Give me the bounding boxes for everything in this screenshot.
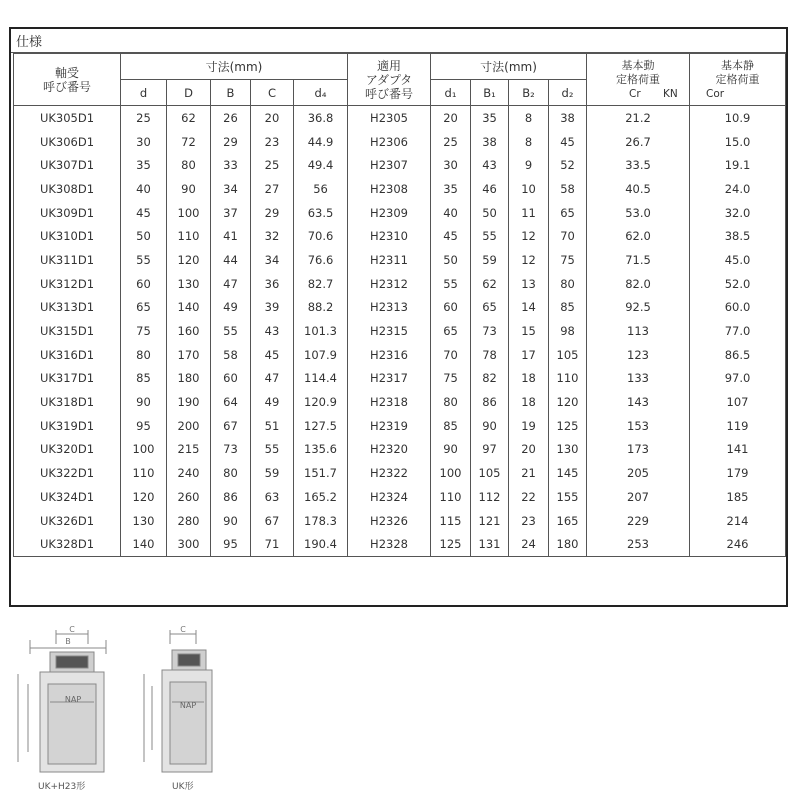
table-cell: 125 bbox=[549, 414, 587, 438]
table-cell: 180 bbox=[167, 367, 211, 391]
table-cell: 170 bbox=[167, 343, 211, 367]
table-cell: 35 bbox=[471, 106, 509, 130]
table-cell: 180 bbox=[549, 532, 587, 556]
table-cell: 253 bbox=[587, 532, 690, 556]
table-cell: 32 bbox=[251, 224, 294, 248]
table-cell: 29 bbox=[211, 130, 251, 154]
col-B1: B₁ bbox=[471, 80, 509, 106]
table-cell: 60 bbox=[211, 367, 251, 391]
table-cell: 55 bbox=[121, 248, 167, 272]
table-cell: UK324D1 bbox=[14, 485, 121, 509]
table-cell: 15.0 bbox=[690, 130, 786, 154]
table-cell: 185 bbox=[690, 485, 786, 509]
table-cell: 80 bbox=[211, 461, 251, 485]
table-cell: H2307 bbox=[348, 153, 431, 177]
table-cell: 37 bbox=[211, 201, 251, 225]
table-cell: 110 bbox=[549, 367, 587, 391]
table-cell: 41 bbox=[211, 224, 251, 248]
spec-table-body bbox=[14, 106, 786, 557]
unit-cor: Cor bbox=[706, 87, 725, 100]
table-cell: 50 bbox=[471, 201, 509, 225]
table-row bbox=[14, 319, 786, 343]
table-cell: H2322 bbox=[348, 461, 431, 485]
section-title: 仕様 bbox=[16, 35, 43, 50]
table-cell: 10 bbox=[509, 177, 549, 201]
table-cell: UK307D1 bbox=[14, 153, 121, 177]
table-cell: 246 bbox=[690, 532, 786, 556]
table-cell: 127.5 bbox=[294, 414, 348, 438]
table-row bbox=[14, 153, 786, 177]
table-cell: UK317D1 bbox=[14, 367, 121, 391]
table-cell: H2311 bbox=[348, 248, 431, 272]
table-cell: H2318 bbox=[348, 390, 431, 414]
uk-h23-caption: UK+H23形 bbox=[38, 782, 86, 792]
col-C: C bbox=[251, 80, 294, 106]
table-cell: 25 bbox=[251, 153, 294, 177]
table-cell: 9 bbox=[509, 153, 549, 177]
table-cell: 215 bbox=[167, 438, 211, 462]
table-cell: 153 bbox=[587, 414, 690, 438]
table-cell: 90 bbox=[121, 390, 167, 414]
table-cell: 27 bbox=[251, 177, 294, 201]
table-cell: 207 bbox=[587, 485, 690, 509]
table-cell: 85 bbox=[549, 296, 587, 320]
right-nap-logo: NAP bbox=[179, 701, 197, 710]
table-cell: 52.0 bbox=[690, 272, 786, 296]
table-cell: 178.3 bbox=[294, 509, 348, 533]
table-cell: 46 bbox=[471, 177, 509, 201]
table-cell: 73 bbox=[471, 319, 509, 343]
table-cell: 141 bbox=[690, 438, 786, 462]
table-cell: H2328 bbox=[348, 532, 431, 556]
table-row bbox=[14, 367, 786, 391]
table-cell: 205 bbox=[587, 461, 690, 485]
table-cell: 49 bbox=[251, 390, 294, 414]
table-cell: 155 bbox=[549, 485, 587, 509]
table-cell: 58 bbox=[211, 343, 251, 367]
table-cell: UK320D1 bbox=[14, 438, 121, 462]
table-cell: 43 bbox=[251, 319, 294, 343]
table-cell: 30 bbox=[121, 130, 167, 154]
table-cell: 47 bbox=[211, 272, 251, 296]
col-d2: d₂ bbox=[549, 80, 587, 106]
table-cell: 75 bbox=[549, 248, 587, 272]
table-cell: 78 bbox=[471, 343, 509, 367]
table-cell: UK308D1 bbox=[14, 177, 121, 201]
table-cell: 130 bbox=[121, 509, 167, 533]
table-cell: 8 bbox=[509, 106, 549, 130]
table-cell: 160 bbox=[167, 319, 211, 343]
table-cell: 59 bbox=[251, 461, 294, 485]
table-cell: 151.7 bbox=[294, 461, 348, 485]
table-cell: 140 bbox=[121, 532, 167, 556]
table-row bbox=[14, 509, 786, 533]
table-cell: 140 bbox=[167, 296, 211, 320]
table-cell: 13 bbox=[509, 272, 549, 296]
table-cell: 24 bbox=[509, 532, 549, 556]
table-cell: 24.0 bbox=[690, 177, 786, 201]
table-cell: 34 bbox=[251, 248, 294, 272]
table-row bbox=[14, 248, 786, 272]
table-cell: 165.2 bbox=[294, 485, 348, 509]
right-dim-c: C bbox=[180, 625, 186, 634]
table-cell: 21.2 bbox=[587, 106, 690, 130]
table-cell: 15 bbox=[509, 319, 549, 343]
table-cell: 280 bbox=[167, 509, 211, 533]
table-cell: 113 bbox=[587, 319, 690, 343]
table-cell: 38 bbox=[471, 130, 509, 154]
table-cell: UK318D1 bbox=[14, 390, 121, 414]
table-cell: 240 bbox=[167, 461, 211, 485]
table-cell: 80 bbox=[167, 153, 211, 177]
table-cell: 45 bbox=[431, 224, 471, 248]
table-cell: 44 bbox=[211, 248, 251, 272]
table-cell: 40 bbox=[431, 201, 471, 225]
table-cell: 70.6 bbox=[294, 224, 348, 248]
table-cell: 70 bbox=[549, 224, 587, 248]
table-cell: 135.6 bbox=[294, 438, 348, 462]
table-cell: 50 bbox=[431, 248, 471, 272]
table-cell: 25 bbox=[121, 106, 167, 130]
adapter-dims-group-header: 寸法(mm) bbox=[431, 54, 587, 80]
table-cell: 110 bbox=[167, 224, 211, 248]
table-row bbox=[14, 177, 786, 201]
table-cell: 120 bbox=[121, 485, 167, 509]
table-cell: 97 bbox=[471, 438, 509, 462]
uk-h23-drawing bbox=[10, 622, 120, 792]
table-cell: 38.5 bbox=[690, 224, 786, 248]
table-row bbox=[14, 532, 786, 556]
table-cell: 65 bbox=[431, 319, 471, 343]
table-cell: 43 bbox=[471, 153, 509, 177]
table-cell: 62 bbox=[471, 272, 509, 296]
table-cell: 8 bbox=[509, 130, 549, 154]
table-cell: UK310D1 bbox=[14, 224, 121, 248]
table-cell: 75 bbox=[431, 367, 471, 391]
table-row bbox=[14, 343, 786, 367]
table-cell: 80 bbox=[549, 272, 587, 296]
spec-table bbox=[13, 53, 786, 557]
table-cell: 179 bbox=[690, 461, 786, 485]
table-cell: UK319D1 bbox=[14, 414, 121, 438]
table-row bbox=[14, 390, 786, 414]
left-nap-logo: NAP bbox=[64, 695, 82, 704]
table-cell: 101.3 bbox=[294, 319, 348, 343]
table-cell: H2313 bbox=[348, 296, 431, 320]
table-cell: 11 bbox=[509, 201, 549, 225]
table-cell: 25 bbox=[431, 130, 471, 154]
table-cell: 90 bbox=[167, 177, 211, 201]
table-cell: 120 bbox=[549, 390, 587, 414]
table-cell: UK311D1 bbox=[14, 248, 121, 272]
table-cell: 19.1 bbox=[690, 153, 786, 177]
table-cell: 55 bbox=[211, 319, 251, 343]
table-cell: 71.5 bbox=[587, 248, 690, 272]
table-cell: 165 bbox=[549, 509, 587, 533]
table-cell: 60.0 bbox=[690, 296, 786, 320]
table-row bbox=[14, 272, 786, 296]
left-dim-c: C bbox=[69, 625, 75, 634]
table-cell: 90 bbox=[471, 414, 509, 438]
table-cell: 53.0 bbox=[587, 201, 690, 225]
table-cell: 62.0 bbox=[587, 224, 690, 248]
table-cell: H2306 bbox=[348, 130, 431, 154]
table-cell: 20 bbox=[251, 106, 294, 130]
uk-drawing bbox=[136, 622, 226, 792]
table-cell: 80 bbox=[431, 390, 471, 414]
adapter-no-header: 適用 アダプタ 呼び番号 bbox=[348, 54, 431, 106]
table-cell: 70 bbox=[431, 343, 471, 367]
dynamic-load-header: 基本動 定格荷重 Cr KN bbox=[587, 54, 690, 106]
table-cell: 97.0 bbox=[690, 367, 786, 391]
table-cell: 45.0 bbox=[690, 248, 786, 272]
table-cell: H2315 bbox=[348, 319, 431, 343]
table-cell: 65 bbox=[121, 296, 167, 320]
table-cell: 12 bbox=[509, 224, 549, 248]
table-cell: 32.0 bbox=[690, 201, 786, 225]
table-cell: H2324 bbox=[348, 485, 431, 509]
table-cell: 86.5 bbox=[690, 343, 786, 367]
table-cell: 56 bbox=[294, 177, 348, 201]
uk-caption: UK形 bbox=[172, 782, 194, 792]
table-cell: UK305D1 bbox=[14, 106, 121, 130]
table-row bbox=[14, 201, 786, 225]
table-cell: 190.4 bbox=[294, 532, 348, 556]
table-cell: 123 bbox=[587, 343, 690, 367]
table-cell: 35 bbox=[431, 177, 471, 201]
table-cell: 45 bbox=[251, 343, 294, 367]
table-cell: 86 bbox=[211, 485, 251, 509]
table-cell: 55 bbox=[251, 438, 294, 462]
col-B2: B₂ bbox=[509, 80, 549, 106]
col-d4: d₄ bbox=[294, 80, 348, 106]
table-cell: 20 bbox=[431, 106, 471, 130]
table-cell: UK322D1 bbox=[14, 461, 121, 485]
table-cell: 143 bbox=[587, 390, 690, 414]
table-cell: UK306D1 bbox=[14, 130, 121, 154]
table-cell: 60 bbox=[121, 272, 167, 296]
table-cell: 26.7 bbox=[587, 130, 690, 154]
table-cell: 82.7 bbox=[294, 272, 348, 296]
table-cell: 40.5 bbox=[587, 177, 690, 201]
table-cell: 114.4 bbox=[294, 367, 348, 391]
table-cell: 45 bbox=[121, 201, 167, 225]
table-cell: H2308 bbox=[348, 177, 431, 201]
table-cell: 130 bbox=[549, 438, 587, 462]
unit-cr: Cr bbox=[629, 87, 641, 100]
table-cell: 44.9 bbox=[294, 130, 348, 154]
table-cell: 12 bbox=[509, 248, 549, 272]
table-cell: 39 bbox=[251, 296, 294, 320]
table-cell: 120.9 bbox=[294, 390, 348, 414]
table-cell: 33.5 bbox=[587, 153, 690, 177]
table-cell: 55 bbox=[471, 224, 509, 248]
table-cell: UK315D1 bbox=[14, 319, 121, 343]
table-cell: 63 bbox=[251, 485, 294, 509]
table-cell: 35 bbox=[121, 153, 167, 177]
table-cell: H2320 bbox=[348, 438, 431, 462]
table-cell: UK313D1 bbox=[14, 296, 121, 320]
table-cell: 29 bbox=[251, 201, 294, 225]
table-cell: 82 bbox=[471, 367, 509, 391]
table-cell: 22 bbox=[509, 485, 549, 509]
table-cell: 86 bbox=[471, 390, 509, 414]
table-row bbox=[14, 414, 786, 438]
table-cell: 173 bbox=[587, 438, 690, 462]
table-cell: 30 bbox=[431, 153, 471, 177]
table-cell: 67 bbox=[251, 509, 294, 533]
table-cell: 60 bbox=[431, 296, 471, 320]
table-cell: 65 bbox=[471, 296, 509, 320]
table-cell: 77.0 bbox=[690, 319, 786, 343]
table-cell: 85 bbox=[121, 367, 167, 391]
table-row bbox=[14, 106, 786, 130]
table-cell: 90 bbox=[431, 438, 471, 462]
table-cell: 90 bbox=[211, 509, 251, 533]
table-cell: 300 bbox=[167, 532, 211, 556]
table-cell: 115 bbox=[431, 509, 471, 533]
static-load-header: 基本静 定格荷重 Cor bbox=[690, 54, 786, 106]
table-cell: 82.0 bbox=[587, 272, 690, 296]
table-cell: 107 bbox=[690, 390, 786, 414]
table-cell: 98 bbox=[549, 319, 587, 343]
table-cell: H2312 bbox=[348, 272, 431, 296]
table-cell: 10.9 bbox=[690, 106, 786, 130]
table-cell: 92.5 bbox=[587, 296, 690, 320]
table-cell: H2316 bbox=[348, 343, 431, 367]
table-cell: 95 bbox=[211, 532, 251, 556]
table-cell: 45 bbox=[549, 130, 587, 154]
table-cell: UK309D1 bbox=[14, 201, 121, 225]
table-cell: 49.4 bbox=[294, 153, 348, 177]
table-cell: 95 bbox=[121, 414, 167, 438]
table-cell: 64 bbox=[211, 390, 251, 414]
dims-group-header: 寸法(mm) bbox=[121, 54, 348, 80]
table-cell: UK312D1 bbox=[14, 272, 121, 296]
table-cell: 33 bbox=[211, 153, 251, 177]
table-cell: 65 bbox=[549, 201, 587, 225]
table-cell: 18 bbox=[509, 367, 549, 391]
table-cell: UK328D1 bbox=[14, 532, 121, 556]
table-cell: 21 bbox=[509, 461, 549, 485]
table-cell: 73 bbox=[211, 438, 251, 462]
col-d: d bbox=[121, 80, 167, 106]
table-row bbox=[14, 438, 786, 462]
table-cell: 105 bbox=[471, 461, 509, 485]
table-cell: 67 bbox=[211, 414, 251, 438]
table-cell: 63.5 bbox=[294, 201, 348, 225]
table-cell: 50 bbox=[121, 224, 167, 248]
table-row bbox=[14, 296, 786, 320]
table-cell: 85 bbox=[431, 414, 471, 438]
table-cell: 34 bbox=[211, 177, 251, 201]
table-cell: 19 bbox=[509, 414, 549, 438]
table-row bbox=[14, 485, 786, 509]
table-cell: 36 bbox=[251, 272, 294, 296]
table-cell: 88.2 bbox=[294, 296, 348, 320]
table-cell: 38 bbox=[549, 106, 587, 130]
left-dim-b: B bbox=[65, 637, 71, 646]
table-cell: H2326 bbox=[348, 509, 431, 533]
table-cell: 125 bbox=[431, 532, 471, 556]
col-d1: d₁ bbox=[431, 80, 471, 106]
table-cell: 23 bbox=[251, 130, 294, 154]
table-cell: 107.9 bbox=[294, 343, 348, 367]
table-cell: 145 bbox=[549, 461, 587, 485]
table-cell: 214 bbox=[690, 509, 786, 533]
table-row bbox=[14, 461, 786, 485]
table-cell: 62 bbox=[167, 106, 211, 130]
table-cell: 51 bbox=[251, 414, 294, 438]
table-cell: 110 bbox=[121, 461, 167, 485]
table-cell: 40 bbox=[121, 177, 167, 201]
table-cell: 80 bbox=[121, 343, 167, 367]
table-cell: 121 bbox=[471, 509, 509, 533]
table-cell: 200 bbox=[167, 414, 211, 438]
table-cell: 133 bbox=[587, 367, 690, 391]
table-cell: 49 bbox=[211, 296, 251, 320]
table-cell: 23 bbox=[509, 509, 549, 533]
table-cell: 130 bbox=[167, 272, 211, 296]
table-cell: 112 bbox=[471, 485, 509, 509]
table-cell: 47 bbox=[251, 367, 294, 391]
table-cell: 131 bbox=[471, 532, 509, 556]
table-cell: 110 bbox=[431, 485, 471, 509]
table-row bbox=[14, 130, 786, 154]
table-cell: 100 bbox=[431, 461, 471, 485]
table-cell: 76.6 bbox=[294, 248, 348, 272]
bearing-no-header: 軸受 呼び番号 bbox=[14, 54, 121, 106]
table-cell: 229 bbox=[587, 509, 690, 533]
table-cell: 36.8 bbox=[294, 106, 348, 130]
table-cell: 119 bbox=[690, 414, 786, 438]
table-cell: 18 bbox=[509, 390, 549, 414]
table-cell: 75 bbox=[121, 319, 167, 343]
table-cell: 55 bbox=[431, 272, 471, 296]
table-cell: 52 bbox=[549, 153, 587, 177]
table-cell: 190 bbox=[167, 390, 211, 414]
table-cell: UK326D1 bbox=[14, 509, 121, 533]
table-cell: H2319 bbox=[348, 414, 431, 438]
unit-kn: KN bbox=[663, 87, 678, 100]
table-cell: H2305 bbox=[348, 106, 431, 130]
col-B: B bbox=[211, 80, 251, 106]
table-cell: UK316D1 bbox=[14, 343, 121, 367]
table-cell: 100 bbox=[121, 438, 167, 462]
table-row bbox=[14, 224, 786, 248]
table-cell: 14 bbox=[509, 296, 549, 320]
col-D: D bbox=[167, 80, 211, 106]
table-cell: H2310 bbox=[348, 224, 431, 248]
table-cell: H2309 bbox=[348, 201, 431, 225]
table-cell: 17 bbox=[509, 343, 549, 367]
table-cell: 100 bbox=[167, 201, 211, 225]
table-cell: 260 bbox=[167, 485, 211, 509]
table-cell: 120 bbox=[167, 248, 211, 272]
table-cell: 20 bbox=[509, 438, 549, 462]
table-cell: 71 bbox=[251, 532, 294, 556]
table-cell: 59 bbox=[471, 248, 509, 272]
table-cell: H2317 bbox=[348, 367, 431, 391]
table-cell: 105 bbox=[549, 343, 587, 367]
table-cell: 58 bbox=[549, 177, 587, 201]
table-cell: 26 bbox=[211, 106, 251, 130]
table-cell: 72 bbox=[167, 130, 211, 154]
